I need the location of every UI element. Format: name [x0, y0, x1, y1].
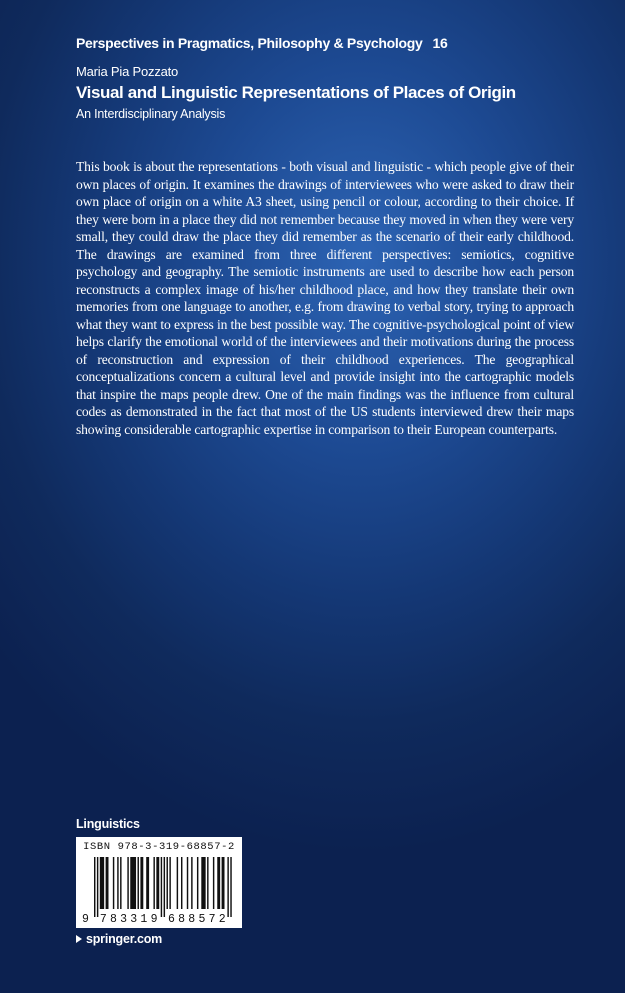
- barcode-digits: [76, 913, 242, 927]
- barcode-bar-29: [230, 857, 231, 917]
- book-subtitle: An Interdisciplinary Analysis: [76, 107, 226, 121]
- barcode-digit-4: 3: [130, 913, 138, 926]
- barcode-bar-24: [207, 857, 208, 909]
- barcode-bar-10: [140, 857, 143, 909]
- barcode-bar-19: [181, 857, 182, 909]
- barcode-bar-8: [130, 857, 136, 909]
- barcode-digit-12: 2: [218, 913, 226, 926]
- barcode-bar-6: [120, 857, 121, 909]
- barcode-bar-28: [227, 857, 228, 917]
- book-description: This book is about the representations - both visual and linguistic - which people give of their own places of origin. It examines the drawings of interviewees who were asked to draw their own place of origin on a white A3 sheet, using pencil or colour, according to their choice. If they were born in a place they did not remember because they moved in when they were very small, they could draw the place they did remember as the scenario of their early childhood. The drawings are examined from three different perspectives: semiotics, cognitive psychology and geography. The semiotic instruments are used to describe how each person reconstructs a complex image of his/her childhood place, and how they translate their own memories from one language to another, e.g. from drawing to verbal story, trying to approach what they want to express in the best possible way. The cognitive-psychological point of view helps clarify the emotional world of the interviewees and their motivations during the process of reconstruction and expression of their childhood experiences. The geographical conceptualizations concern a cultural level and provide insight into the cartographic models that inspire the maps people drew. One of the main findings was the influence from cultural codes as demonstrated in the fact that most of the US students interviewed drew their maps showing considerable cartographic expertise in comparison to their European counterparts.: [76, 159, 574, 437]
- barcode-bar-26: [217, 857, 220, 909]
- book-title: Visual and Linguistic Representations of Places of Origin: [76, 83, 516, 102]
- barcode-digit-2: 8: [110, 913, 117, 926]
- arrow-right-icon: [76, 935, 82, 943]
- barcode-bar-12: [153, 857, 154, 909]
- series-heading: [76, 35, 447, 51]
- barcode-bar-2: [100, 857, 104, 909]
- barcode-bar-3: [106, 857, 109, 909]
- barcode-bar-18: [177, 857, 178, 909]
- barcode-bar-23: [201, 857, 205, 909]
- barcode-bar-15: [164, 857, 165, 917]
- isbn-barcode: [76, 837, 242, 928]
- barcode-bar-7: [127, 857, 128, 909]
- barcode-digit-11: 7: [208, 913, 216, 926]
- barcode-bar-17: [169, 857, 170, 909]
- barcode-bar-9: [138, 857, 139, 909]
- author-name: Maria Pia Pozzato: [76, 64, 179, 79]
- series-name: Perspectives in Pragmatics, Philosophy & Psychology: [76, 35, 423, 51]
- barcode-digit-9: 8: [188, 913, 196, 926]
- barcode-bar-27: [222, 857, 225, 909]
- barcode-digit-1: 7: [99, 913, 107, 926]
- website-url: springer.com: [86, 932, 163, 946]
- barcode-digit-3: 3: [120, 913, 127, 926]
- barcode-bar-11: [146, 857, 149, 909]
- barcode-digit-7: 6: [168, 913, 175, 926]
- barcode-digit-5: 1: [140, 913, 148, 926]
- barcode-digit-0: 9: [82, 913, 89, 926]
- barcode-bar-25: [213, 857, 214, 909]
- barcode-digit-6: 9: [150, 913, 158, 926]
- barcode-bar-13: [156, 857, 159, 909]
- barcode-bar-5: [117, 857, 118, 909]
- barcode-bar-16: [167, 857, 168, 909]
- isbn-label: ISBN 978-3-319-68857-2: [83, 841, 235, 853]
- series-number: 16: [432, 35, 448, 51]
- barcode-bar-1: [97, 857, 98, 917]
- barcode-digit-8: 8: [178, 913, 185, 926]
- subject-category: Linguistics: [76, 817, 140, 831]
- barcode-bar-14: [161, 857, 162, 917]
- barcode-bar-20: [187, 857, 188, 909]
- barcode-bar-4: [113, 857, 114, 909]
- website-link[interactable]: [76, 932, 162, 946]
- barcode-digit-10: 5: [198, 913, 206, 926]
- barcode-bar-22: [197, 857, 198, 909]
- barcode-bar-21: [191, 857, 192, 909]
- barcode-bar-0: [94, 857, 95, 917]
